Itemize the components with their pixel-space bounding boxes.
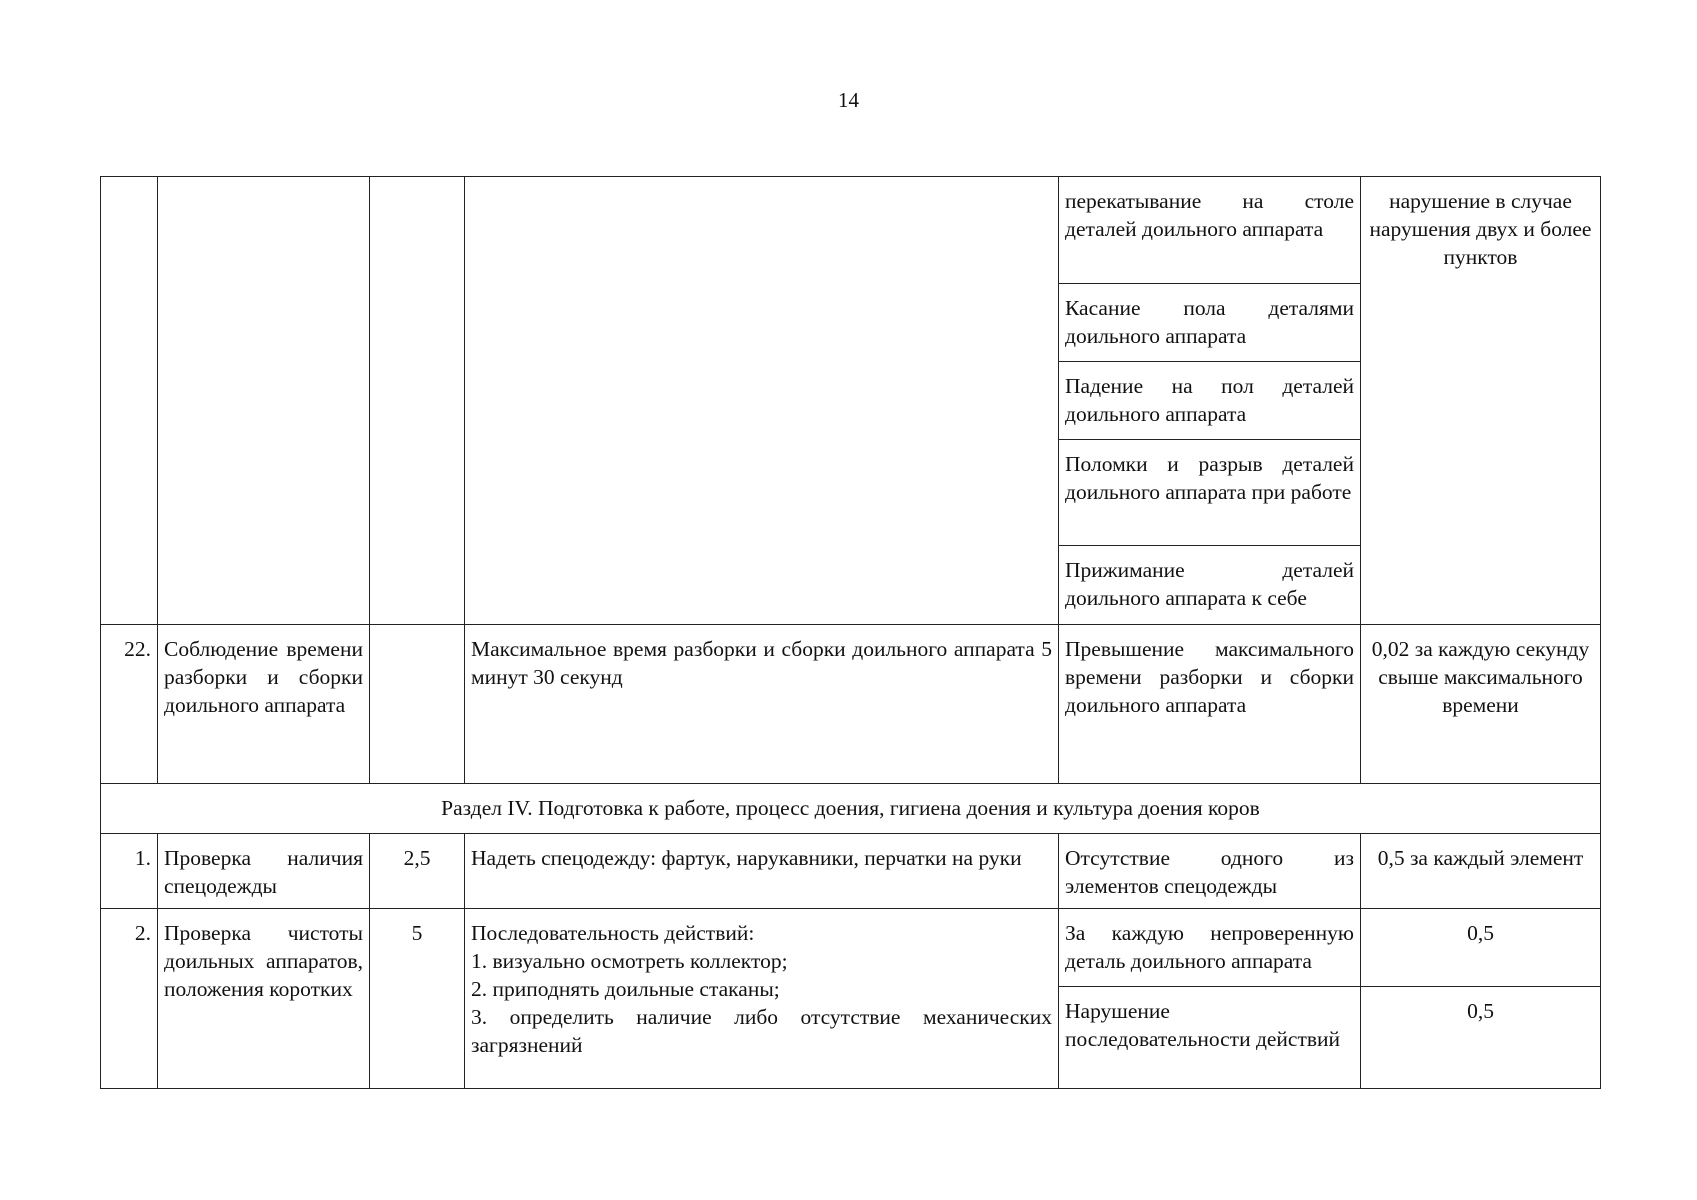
- item-name: Проверка чистоты доильных аппаратов, положения коротких: [158, 909, 370, 1089]
- criterion-cell: перекатывание на столе деталей доильного аппарата: [1059, 177, 1361, 284]
- criterion-cell: Прижимание деталей доильного аппарата к себе: [1059, 546, 1361, 625]
- description-cell: [465, 909, 1059, 1089]
- table-row: [101, 625, 1601, 784]
- description-line: 1. визуально осмотреть коллектор;: [471, 949, 788, 973]
- item-name: Проверка наличия спецодежды: [158, 834, 370, 909]
- penalty-cell: 0,02 за каждую секунду свыше максимального времени: [1361, 625, 1601, 784]
- row-number: 22.: [101, 625, 158, 784]
- criterion-cell: Превышение максимального времени разборки и сборки доильного аппарата: [1059, 625, 1361, 784]
- num-cell-empty: [101, 177, 158, 625]
- criterion-cell: Нарушение последовательности действий: [1059, 987, 1361, 1089]
- points-cell-empty: [370, 177, 465, 625]
- item-name: Соблюдение времени разборки и сборки доильного аппарата: [158, 625, 370, 784]
- penalty-cell: нарушение в случае нарушения двух и более пунктов: [1361, 177, 1601, 625]
- row-number: 1.: [101, 834, 158, 909]
- points-cell: [370, 625, 465, 784]
- section-title: Раздел IV. Подготовка к работе, процесс доения, гигиена доения и культура доения коров: [101, 784, 1601, 834]
- section-header-row: [101, 784, 1601, 834]
- table-row: [101, 909, 1601, 987]
- description-line: 3. определить наличие либо отсутствие механических загрязнений: [471, 1005, 1052, 1057]
- description-cell-empty: [465, 177, 1059, 625]
- criterion-cell: За каждую непроверенную деталь доильного аппарата: [1059, 909, 1361, 987]
- row-number: 2.: [101, 909, 158, 1089]
- penalty-cell: 0,5 за каждый элемент: [1361, 834, 1601, 909]
- page-number: 14: [838, 88, 859, 112]
- criterion-cell: Касание пола деталями доильного аппарата: [1059, 284, 1361, 362]
- description-cell: Надеть спецодежду: фартук, нарукавники, перчатки на руки: [465, 834, 1059, 909]
- evaluation-table: [100, 176, 1601, 1089]
- penalty-cell: 0,5: [1361, 909, 1601, 987]
- table-row: [101, 177, 1601, 284]
- description-cell: Максимальное время разборки и сборки доильного аппарата 5 минут 30 секунд: [465, 625, 1059, 784]
- criterion-cell: Падение на пол деталей доильного аппарата: [1059, 362, 1361, 440]
- criterion-cell: Поломки и разрыв деталей доильного аппарата при работе: [1059, 440, 1361, 546]
- table-row: [101, 834, 1601, 909]
- criterion-cell: Отсутствие одного из элементов спецодежды: [1059, 834, 1361, 909]
- name-cell-empty: [158, 177, 370, 625]
- points-cell: 5: [370, 909, 465, 1089]
- points-cell: 2,5: [370, 834, 465, 909]
- description-line: 2. приподнять доильные стаканы;: [471, 977, 780, 1001]
- penalty-cell: 0,5: [1361, 987, 1601, 1089]
- description-line: Последовательность действий:: [471, 921, 755, 945]
